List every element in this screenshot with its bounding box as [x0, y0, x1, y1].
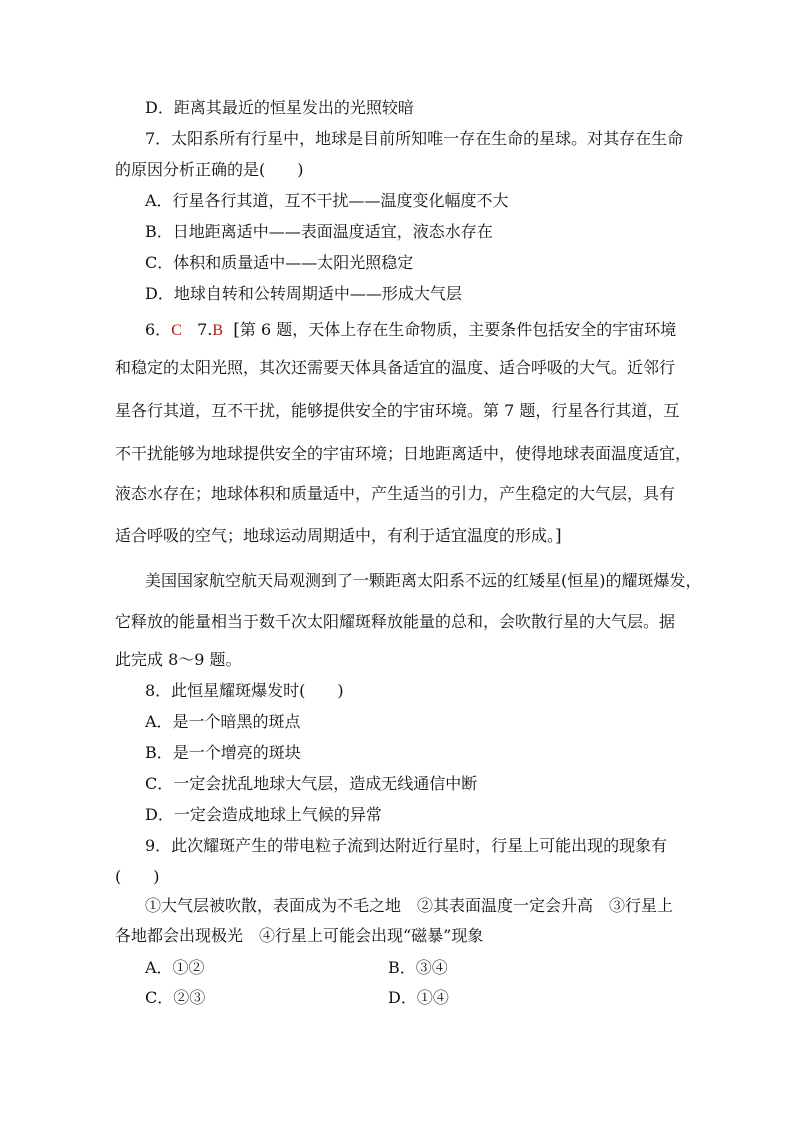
- answer-line4: 不干扰能够为地球提供安全的宇宙环境；日地距离适中，使得地球表面温度适宜，: [115, 444, 692, 463]
- answer-open-bracket: [: [233, 320, 240, 340]
- q9-option-b: B．③④: [388, 958, 448, 977]
- q6-option-d: D．距离其最近的恒星发出的光照较暗: [145, 98, 414, 117]
- answer-text-line6: 适合呼吸的空气；地球运动周期适中，有利于适宜温度的形成。: [115, 526, 556, 545]
- q7-option-b: B．日地距离适中——表面温度适宜，液态水存在: [145, 222, 493, 241]
- q9-statements-line1: ①大气层被吹散，表面成为不毛之地 ②其表面温度一定会升高 ③行星上: [145, 896, 674, 915]
- q9-statements-line2: 各地都会出现极光 ④行星上可能会出现“磁暴”现象: [115, 926, 484, 945]
- q7-option-d: D．地球自转和公转周期适中——形成大气层: [145, 284, 462, 303]
- q7-option-c: C．体积和质量适中——太阳光照稳定: [145, 253, 414, 272]
- answer-line1: [145, 320, 676, 341]
- q7-stem-line2: 的原因分析正确的是( ): [115, 160, 304, 179]
- q7-option-a: A．行星各行其道，互不干扰——温度变化幅度不大: [145, 191, 509, 210]
- answer-line3: 星各行其道，互不干扰，能够提供安全的宇宙环境。第 7 题，行星各行其道，互: [115, 401, 680, 420]
- passage-line1: 美国国家航空航天局观测到了一颗距离太阳系不远的红矮星(恒星)的耀斑爆发，: [145, 571, 702, 590]
- answer-text-line1: 第 6 题，天体上存在生命物质，主要条件包括安全的宇宙环境: [239, 320, 677, 339]
- answer-q7-letter: B: [212, 322, 224, 339]
- answer-q6-letter: C: [171, 322, 182, 339]
- answer-line5: 液态水存在；地球体积和质量适中，产生适当的引力，产生稳定的大气层，具有: [115, 484, 676, 503]
- passage-line3: 此完成 8～9 题。: [115, 650, 242, 669]
- q8-option-b: B．是一个增亮的斑块: [145, 743, 301, 762]
- q9-option-c: C．②③: [145, 988, 206, 1007]
- q9-option-a: A．①②: [145, 958, 205, 977]
- q7-stem-line1: 7．太阳系所有行星中，地球是目前所知唯一存在生命的星球。对其存在生命: [145, 129, 684, 148]
- passage-line2: 它释放的能量相当于数千次太阳耀斑释放能量的总和，会吹散行星的大气层。据: [115, 612, 676, 631]
- q9-stem-line2: ( ): [115, 867, 160, 886]
- q9-option-d: D．①④: [388, 988, 449, 1007]
- q8-option-a: A．是一个暗黑的斑点: [145, 712, 301, 731]
- answer-q7-number: 7.: [197, 320, 213, 339]
- answer-close-bracket: ]: [555, 526, 562, 546]
- answer-q6-number: 6．: [145, 320, 172, 339]
- q8-option-d: D．一定会造成地球上气候的异常: [145, 805, 382, 824]
- answer-line6: [115, 526, 562, 546]
- q8-option-c: C．一定会扰乱地球大气层，造成无线通信中断: [145, 774, 478, 793]
- q9-stem-line1: 9．此次耀斑产生的带电粒子流到达附近行星时，行星上可能出现的现象有: [145, 836, 668, 855]
- answer-line2: 和稳定的太阳光照，其次还需要天体具备适宜的温度、适合呼吸的大气。近邻行: [115, 358, 676, 377]
- q8-stem: 8．此恒星耀斑爆发时( ): [145, 681, 344, 700]
